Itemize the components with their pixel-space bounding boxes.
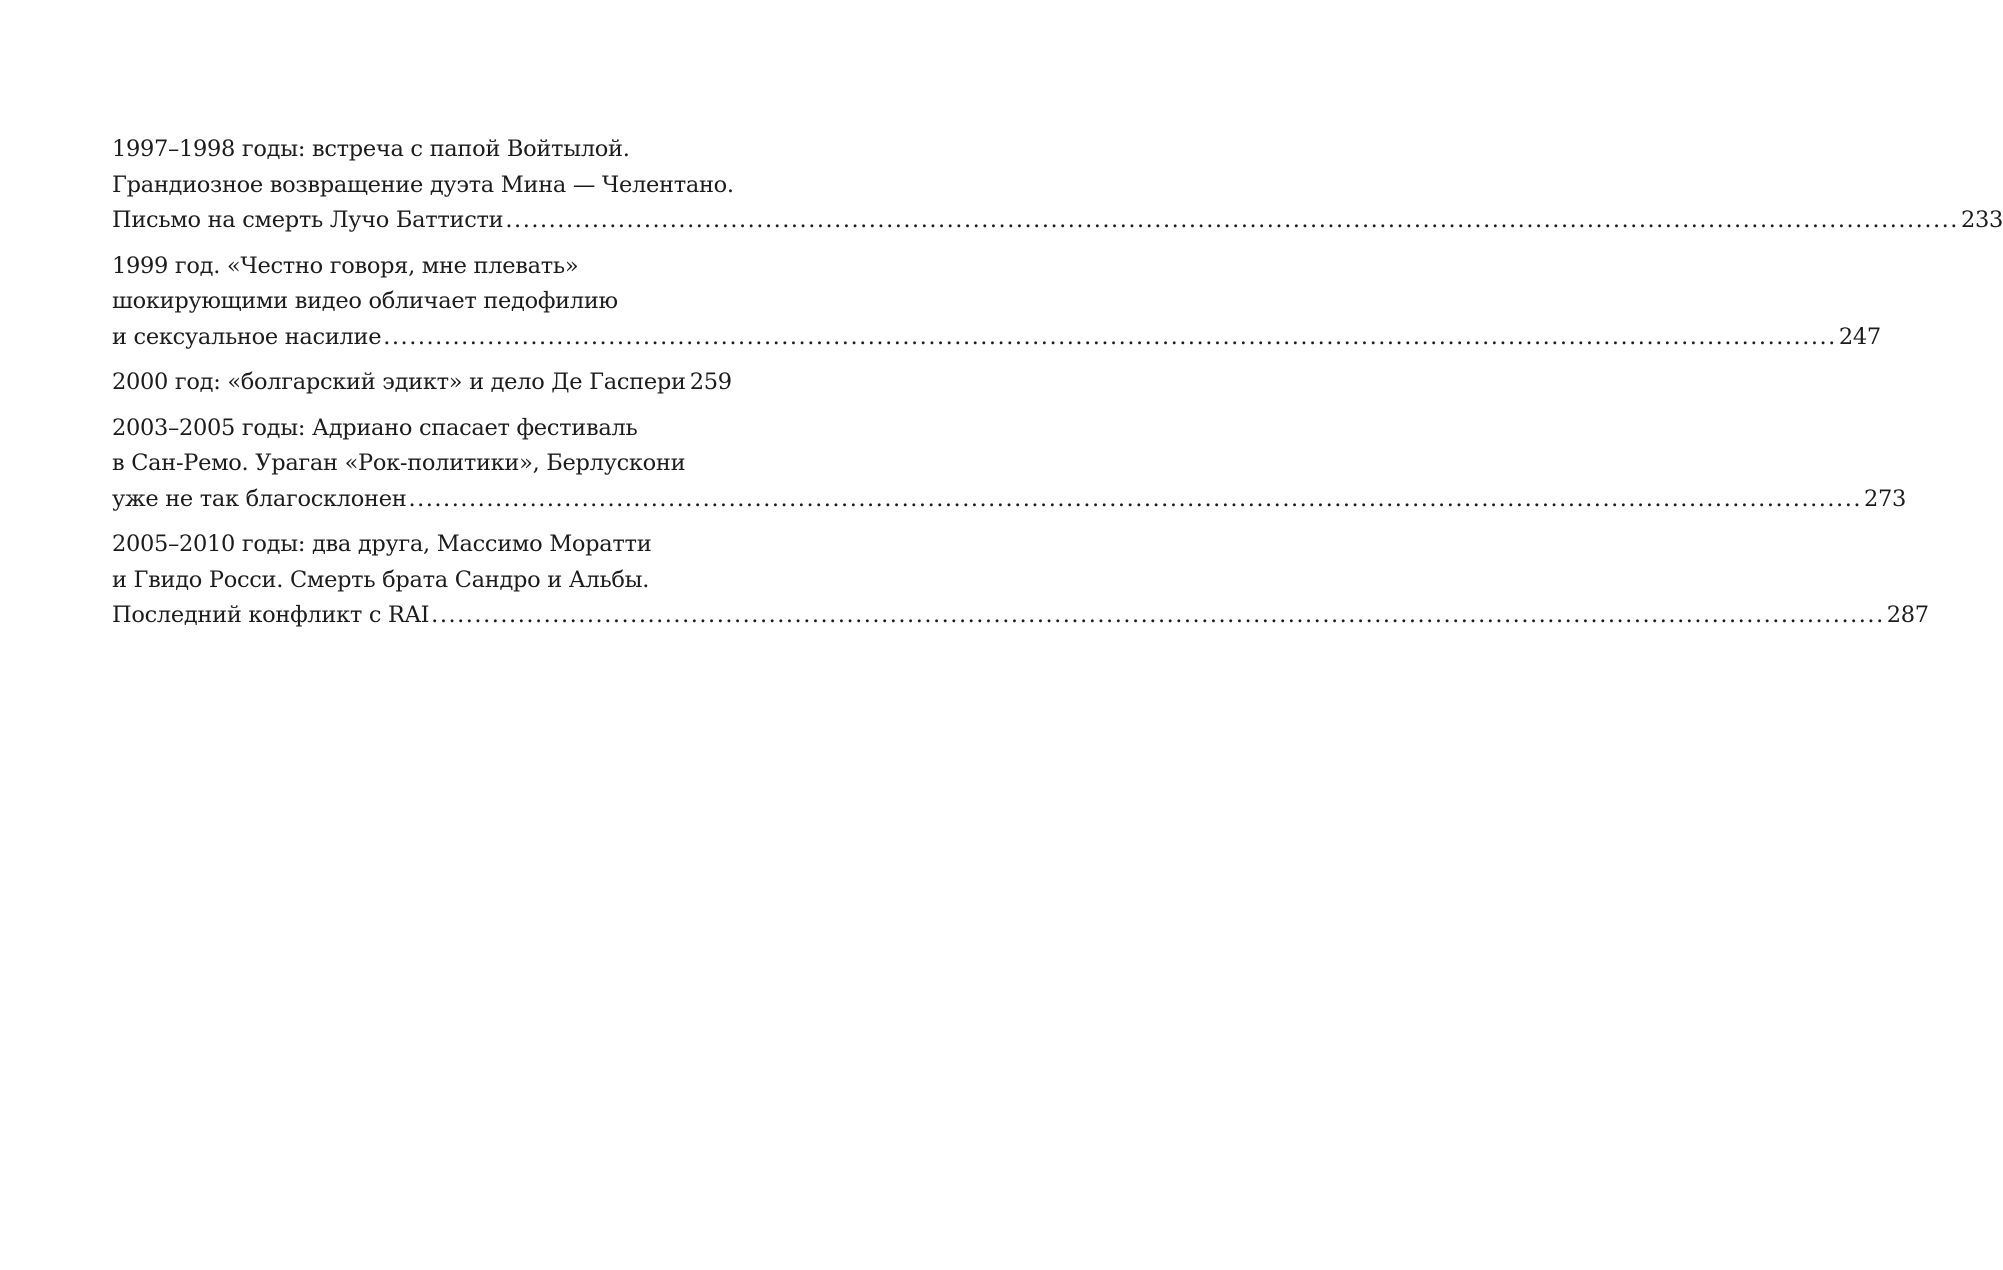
toc-entry-line: 2005–2010 годы: два друга, Массимо Моратти	[112, 531, 652, 557]
toc-entry-line: 2003–2005 годы: Адриано спасает фестиваль	[112, 414, 638, 441]
toc-entry-line: в Сан-Ремо. Ураган «Рок-политики», Берлускони	[112, 450, 686, 476]
dot-leader	[408, 482, 1862, 518]
page-number: 233	[1960, 207, 2003, 233]
toc-entry-line: Письмо на смерть Лучо Баттисти	[112, 207, 504, 233]
toc-entry-line: и Гвидо Росси. Смерть брата Сандро и Альбы.	[112, 566, 650, 593]
toc-entry-line: уже не так благосклонен	[112, 485, 407, 512]
page-number: 259	[689, 369, 732, 395]
toc-entry-line: шокирующими видео обличает педофилию	[112, 288, 618, 314]
page-number: 287	[1886, 602, 1929, 628]
toc-entry	[112, 365, 732, 401]
dot-leader	[431, 598, 1885, 634]
toc-entry	[112, 132, 2003, 239]
toc-entry	[112, 249, 1881, 356]
toc-entry	[112, 411, 1907, 518]
toc-entry	[112, 527, 1929, 634]
toc-entry-line: и сексуальное насилие	[112, 323, 382, 350]
toc-entry-line: Последний конфликт с RAI	[112, 602, 430, 628]
toc-entry-line: Грандиозное возвращение дуэта Мина — Челентано.	[112, 171, 734, 198]
table-of-contents	[112, 132, 2003, 644]
dot-leader	[505, 203, 1959, 239]
toc-entry-last-line	[112, 482, 1907, 518]
toc-entry-last-line	[112, 203, 2003, 239]
toc-entry-last-line	[112, 365, 732, 401]
page-number: 247	[1838, 323, 1881, 350]
toc-entry-line: 1997–1998 годы: встреча с папой Войтылой.	[112, 136, 630, 162]
toc-entry-last-line	[112, 598, 1929, 634]
toc-entry-line: 1999 год. «Честно говоря, мне плевать»	[112, 252, 579, 279]
page-number: 273	[1864, 485, 1907, 512]
toc-entry-line: 2000 год: «болгарский эдикт» и дело Де Гаспери	[112, 369, 686, 395]
dot-leader	[383, 320, 1837, 356]
toc-entry-last-line	[112, 320, 1881, 356]
